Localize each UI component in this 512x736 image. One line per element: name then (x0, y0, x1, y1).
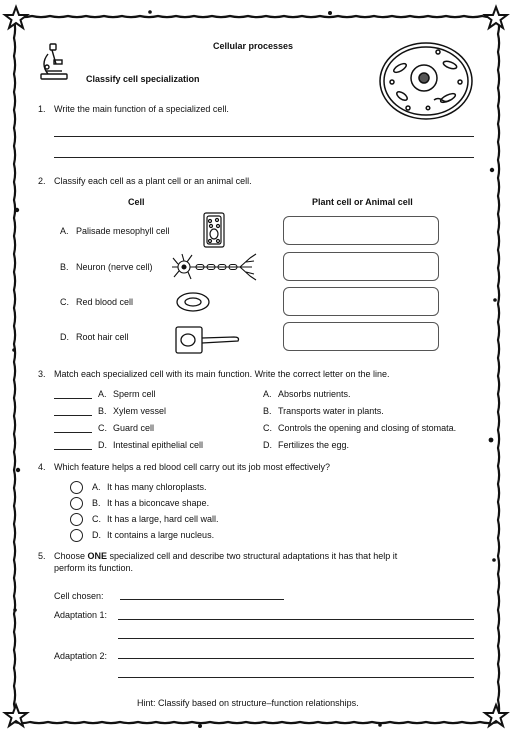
q3-right-letter: A. (263, 389, 272, 399)
q2-item-letter: A. (60, 226, 69, 236)
root-hair-cell-icon (174, 325, 242, 355)
q2-col-type-header: Plant cell or Animal cell (312, 197, 413, 207)
q3-right-label: Controls the opening and closing of stomata. (278, 423, 457, 433)
star-icon (4, 704, 28, 728)
q4-option-radio[interactable] (70, 529, 83, 542)
q4-number: 4. (38, 462, 46, 472)
q3-answer-blank[interactable] (54, 398, 92, 399)
q4-option-letter: C. (92, 514, 101, 524)
q3-left-label: Guard cell (113, 423, 155, 433)
q4-option-letter: A. (92, 482, 101, 492)
q3-left-label: Xylem vessel (113, 406, 167, 416)
q2-answer-box-b[interactable] (283, 252, 439, 281)
q3-left-letter: A. (98, 389, 107, 399)
q5-number: 5. (38, 551, 46, 561)
q4-question: Which feature helps a red blood cell carry out its job most effectively? (54, 462, 330, 472)
q3-right-letter: B. (263, 406, 272, 416)
page-subtitle: Classify cell specialization (86, 74, 200, 84)
q2-item-letter: B. (60, 262, 69, 272)
q3-right-letter: C. (263, 423, 272, 433)
q2-answer-box-d[interactable] (283, 322, 439, 351)
cell-chosen-line[interactable] (120, 599, 284, 600)
q3-left-label: Sperm cell (113, 389, 156, 399)
q4-option-radio[interactable] (70, 497, 83, 510)
page-title: Cellular processes (213, 41, 294, 51)
q5-question (54, 550, 397, 562)
q4-option-label: It has a large, hard cell wall. (107, 514, 219, 524)
q1-number: 1. (38, 104, 46, 114)
q3-right-label: Fertilizes the egg. (278, 440, 350, 450)
microscope-icon (38, 42, 72, 82)
q3-number: 3. (38, 369, 46, 379)
star-icon (4, 6, 28, 30)
q2-answer-box-c[interactable] (283, 287, 439, 316)
adaptation-1-line-2[interactable] (118, 638, 474, 639)
q3-right-label: Absorbs nutrients. (278, 389, 351, 399)
q3-answer-blank[interactable] (54, 449, 92, 450)
hint-text: Hint: Classify based on structure–function relationships. (137, 698, 359, 708)
q4-option-radio[interactable] (70, 481, 83, 494)
adaptation-2-line-2[interactable] (118, 677, 474, 678)
red-blood-cell-icon (175, 291, 211, 313)
q2-answer-box-a[interactable] (283, 216, 439, 245)
q2-number: 2. (38, 176, 46, 186)
q5-question-line2: perform its function. (54, 563, 134, 573)
q4-option-label: It has many chloroplasts. (107, 482, 207, 492)
q4-option-letter: B. (92, 498, 101, 508)
adaptation-2-line-1[interactable] (118, 658, 474, 659)
q2-col-cell-header: Cell (128, 197, 145, 207)
q4-option-letter: D. (92, 530, 101, 540)
q2-item-letter: D. (60, 332, 69, 342)
star-icon (484, 704, 508, 728)
adaptation-1-label: Adaptation 1: (54, 610, 108, 620)
star-icon (484, 6, 508, 30)
cell-chosen-label: Cell chosen: (54, 591, 104, 601)
q3-answer-blank[interactable] (54, 432, 92, 433)
q5-text-post: specialized cell and describe two structural adaptations it has that help it (107, 551, 398, 561)
q3-left-letter: B. (98, 406, 107, 416)
q5-text-bold: ONE (87, 551, 108, 561)
adaptation-1-line-1[interactable] (118, 619, 474, 620)
q1-answer-line-1[interactable] (54, 136, 474, 137)
neuron-icon (172, 252, 262, 282)
q3-left-label: Intestinal epithelial cell (113, 440, 204, 450)
q4-option-label: It has a biconcave shape. (107, 498, 210, 508)
q2-item-label: Neuron (nerve cell) (76, 262, 153, 272)
q4-option-label: It contains a large nucleus. (107, 530, 215, 540)
q1-answer-line-2[interactable] (54, 157, 474, 158)
q3-left-letter: C. (98, 423, 107, 433)
adaptation-2-label: Adaptation 2: (54, 651, 108, 661)
palisade-cell-icon (203, 212, 225, 248)
q2-item-label: Palisade mesophyll cell (76, 226, 170, 236)
q2-item-label: Root hair cell (76, 332, 129, 342)
q3-right-label: Transports water in plants. (278, 406, 384, 416)
q1-question: Write the main function of a specialized cell. (54, 104, 229, 114)
q3-question: Match each specialized cell with its main function. Write the correct letter on the line. (54, 369, 390, 379)
q2-item-letter: C. (60, 297, 69, 307)
animal-cell-icon (378, 40, 474, 122)
q4-option-radio[interactable] (70, 513, 83, 526)
q3-left-letter: D. (98, 440, 107, 450)
q3-right-letter: D. (263, 440, 272, 450)
q3-answer-blank[interactable] (54, 415, 92, 416)
q2-item-label: Red blood cell (76, 297, 134, 307)
q2-question: Classify each cell as a plant cell or an animal cell. (54, 176, 252, 186)
q5-text-pre: Choose (54, 551, 88, 561)
